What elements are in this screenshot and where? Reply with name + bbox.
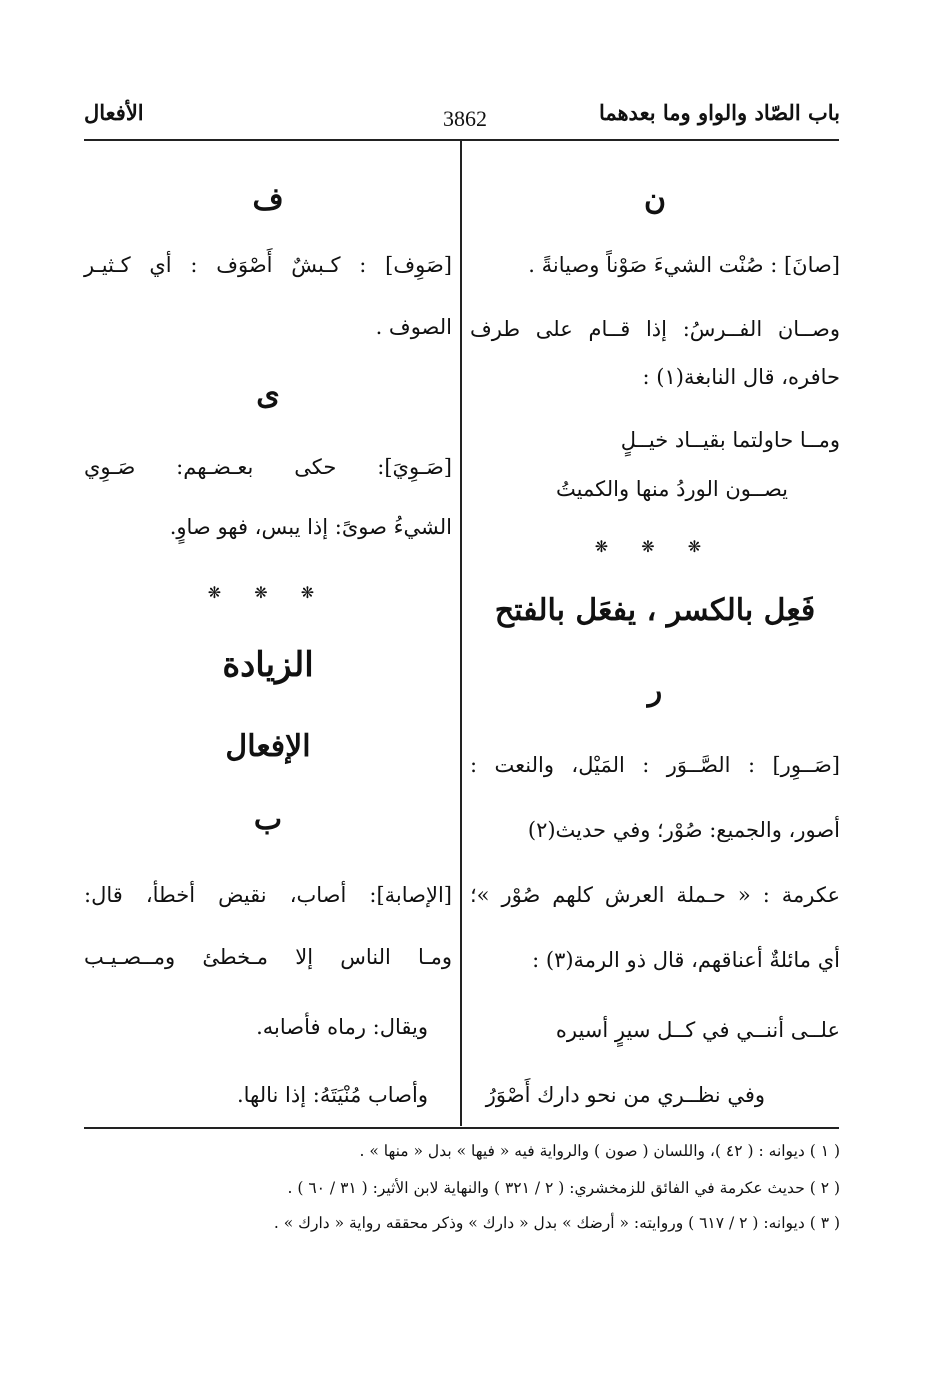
entry-line: ويقال: رماه فأصابه. <box>256 1015 428 1039</box>
verse-line: يصــون الوردُ منها والكميتُ <box>556 477 788 501</box>
letter-heading-ba: ب <box>253 802 283 837</box>
column-divider <box>460 141 462 1126</box>
entry-line: أي مائلةٌ أعناقهم، قال ذو الرمة(٣) : <box>532 948 840 972</box>
footnote: ( ٣ ) ديوانه: ( ٢ / ٦١٧ ) وروايته: « أرضك » بدل « دارك » وذكر محققه رواية « دارك » . <box>273 1214 840 1232</box>
letter-heading-ya: ى <box>256 377 280 412</box>
entry-line: وأصاب مُنْيَتَهُ: إذا نالها. <box>236 1083 428 1107</box>
section-heading: فَعِل بالكسر ، يفعَل بالفتح <box>494 593 816 628</box>
verse-line: ومــا حاولتما بقيــاد خيــلٍ <box>620 428 840 452</box>
entry-line: الصوف . <box>375 315 452 339</box>
footnote: ( ١ ) ديوانه : ( ٤٢ )، واللسان ( صون ) والرواية فيه « فيها » بدل « منها » . <box>359 1142 840 1160</box>
letter-heading-ra: ر <box>647 673 663 708</box>
chapter-title: باب الصّاد والواو وما بعدهما <box>598 100 840 125</box>
entry-line: [صَــوِر] : الصَّــوَر : المَيْل، والنعت : <box>470 753 840 777</box>
entry-line: [صانَ] : صُنْت الشيءَ صَوْناً وصيانةً . <box>528 253 840 277</box>
entry-line: أصور، والجميع: صُوْر؛ وفي حديث(٢) <box>527 818 840 842</box>
footnote: ( ٢ ) حديث عكرمة في الفائق للزمخشري: ( ٢ / ٣٢١ ) والنهاية لابن الأثير: ( ٣١ / ٦٠ ) . <box>287 1179 840 1197</box>
page-number: 3862 <box>443 106 487 131</box>
section-separator: ❋ ❋ ❋ <box>594 537 716 556</box>
section-title: الأفعال <box>84 100 144 125</box>
letter-heading-fa: ف <box>252 182 284 217</box>
entry-line: حافره، قال النابغة(١) : <box>642 365 840 389</box>
section-separator: ❋ ❋ ❋ <box>207 583 329 602</box>
verse-line: علــى أننــي في كــل سيرٍ أسيره <box>555 1018 840 1042</box>
footnote-rule <box>84 1127 839 1129</box>
entry-line: وصــان الفــرسُ: إذا قــام على طرف <box>470 317 840 341</box>
verse-line: ومـا الناس إلا مـخطئ ومــصـيـب <box>84 945 452 969</box>
entry-line: [الإصابة]: أصاب، نقيض أخطأ، قال: <box>84 883 452 907</box>
letter-heading-noon: ن <box>643 182 667 217</box>
entry-line: [صَـوِيَ]: حكى بعـضـهم: صَـوِي <box>84 455 452 479</box>
entry-line: [صَوِف] : كـبشٌ أَصْوَف : أي كـثيـر <box>84 253 452 277</box>
section-heading: الزيادة <box>222 645 314 685</box>
subsection-heading: الإفعال <box>225 729 311 764</box>
entry-line: الشيءُ صوىً: إذا يبس، فهو صاوٍ. <box>169 515 452 539</box>
entry-line: عكرمة : « حـملة العرش كلهم صُوْر »؛ <box>470 883 840 907</box>
verse-line: وفي نظــري من نحو دارك أَصْوَرُ <box>485 1083 765 1107</box>
